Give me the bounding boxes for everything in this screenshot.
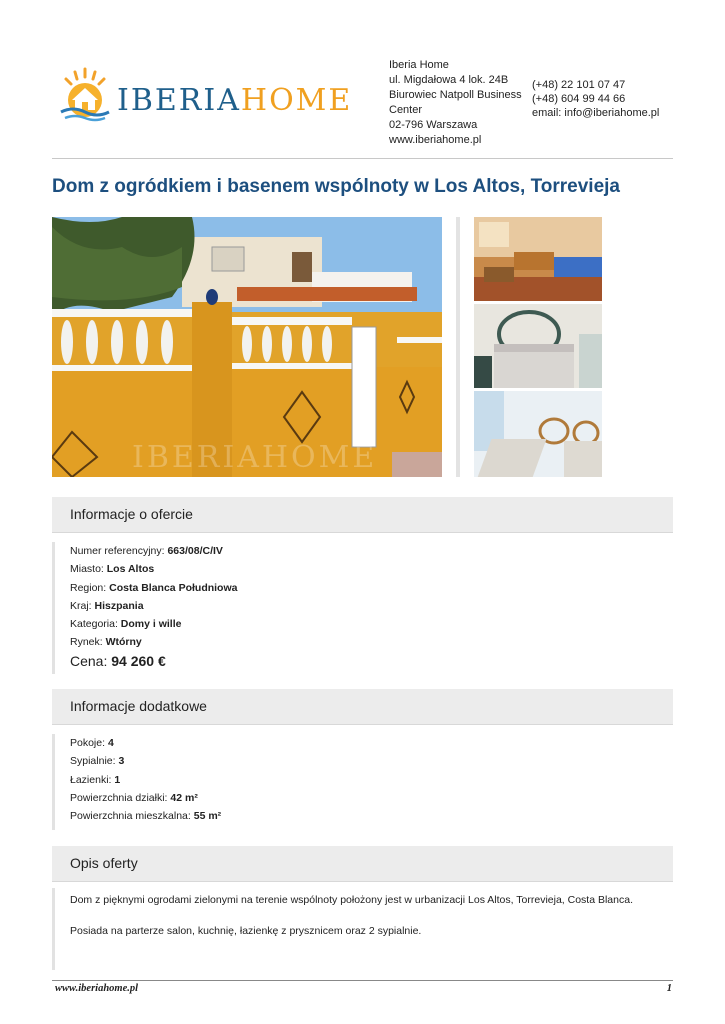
offer-price: [55, 653, 673, 669]
address-city: 02-796 Warszawa: [389, 119, 478, 131]
description-body: [52, 888, 673, 970]
description-paragraph: Posiada na parterze salon, kuchnię, łazienkę z prysznicem oraz 2 sypialnie.: [70, 925, 422, 937]
header-divider: [52, 158, 673, 159]
phone-mobile: (+48) 604 99 44 66: [532, 93, 626, 105]
thumb-photo-2[interactable]: [474, 304, 602, 388]
offer-row-market: [55, 633, 673, 651]
row-value: 663/08/C/IV: [167, 545, 223, 557]
info-row-living-area: [55, 807, 673, 825]
row-value: 1: [114, 773, 121, 786]
offer-row-city: [55, 560, 673, 578]
contact-email[interactable]: email: info@iberiahome.pl: [532, 107, 660, 119]
price-label: Cena:: [70, 652, 108, 669]
info-row-bathrooms: [55, 771, 673, 789]
offer-info-heading: Informacje o ofercie: [70, 506, 193, 522]
thumb-photo-3[interactable]: [474, 391, 602, 477]
address-street: ul. Migdałowa 4 lok. 24B: [389, 74, 509, 86]
sun-house-icon: [55, 66, 115, 126]
footer-divider: [52, 980, 673, 981]
row-label: Rynek:: [70, 636, 103, 649]
info-row-plot-area: [55, 789, 673, 807]
description-heading: Opis oferty: [70, 855, 138, 871]
info-row-rooms: [55, 734, 673, 752]
row-label: Miasto:: [70, 563, 104, 576]
thumb-photo-1[interactable]: [474, 217, 602, 301]
row-label: Powierzchnia działki:: [70, 791, 168, 804]
row-label: Łazienki:: [70, 773, 112, 786]
row-value: Wtórny: [105, 636, 142, 649]
logo-brand-second: HOME: [240, 83, 353, 118]
row-value: Hiszpania: [94, 599, 144, 612]
address-building: Biurowiec Natpoll Business Center: [389, 89, 522, 116]
row-label: Kraj:: [70, 599, 92, 612]
offer-row-country: [55, 597, 673, 615]
company-logo: [55, 66, 355, 126]
page-number: 1: [666, 983, 672, 994]
phone-primary: (+48) 22 101 07 47: [532, 79, 626, 91]
row-label: Kategoria:: [70, 618, 118, 631]
gallery-divider: [456, 217, 460, 477]
offer-info-header: [52, 497, 673, 533]
company-address: [389, 58, 529, 148]
row-value: 4: [107, 737, 114, 749]
row-label: Pokoje:: [70, 737, 106, 749]
row-value: Los Altos: [106, 563, 155, 576]
row-value: Costa Blanca Południowa: [109, 581, 238, 594]
main-photo: [52, 217, 442, 477]
offer-row-category: [55, 615, 673, 633]
listing-title: Dom z ogródkiem i basenem wspólnoty w Los Altos, Torrevieja: [52, 176, 620, 197]
row-label: Sypialnie:: [70, 755, 116, 768]
footer-website-link[interactable]: www.iberiahome.pl: [55, 983, 139, 994]
row-value: 3: [118, 755, 125, 768]
logo-wordmark: [117, 83, 352, 118]
row-value: Domy i wille: [120, 618, 182, 631]
additional-info-heading: Informacje dodatkowe: [70, 698, 207, 714]
logo-brand-first: IBERIA: [117, 83, 241, 118]
offer-row-region: [55, 579, 673, 597]
info-row-bedrooms: [55, 752, 673, 770]
company-website-link[interactable]: www.iberiahome.pl: [389, 134, 482, 146]
offer-info-body: [52, 542, 673, 674]
offer-row-reference: [55, 542, 673, 560]
additional-info-body: [52, 734, 673, 830]
company-contact: [532, 78, 659, 120]
row-label: Region:: [70, 581, 107, 594]
row-label: Numer referencyjny:: [70, 545, 165, 557]
description-header: [52, 846, 673, 882]
price-value: 94 260 €: [111, 652, 166, 669]
company-name: Iberia Home: [389, 59, 449, 71]
additional-info-header: [52, 689, 673, 725]
row-value: 55 m²: [193, 810, 222, 823]
row-value: 42 m²: [170, 791, 198, 804]
description-paragraph: Dom z pięknymi ogrodami zielonymi na terenie wspólnoty położony jest w urbanizacji Los Altos, Torrevieja, Costa Blanca.: [70, 894, 633, 906]
row-label: Powierzchnia mieszkalna:: [70, 810, 191, 823]
watermark-text: IBERIAHOME: [132, 440, 378, 475]
